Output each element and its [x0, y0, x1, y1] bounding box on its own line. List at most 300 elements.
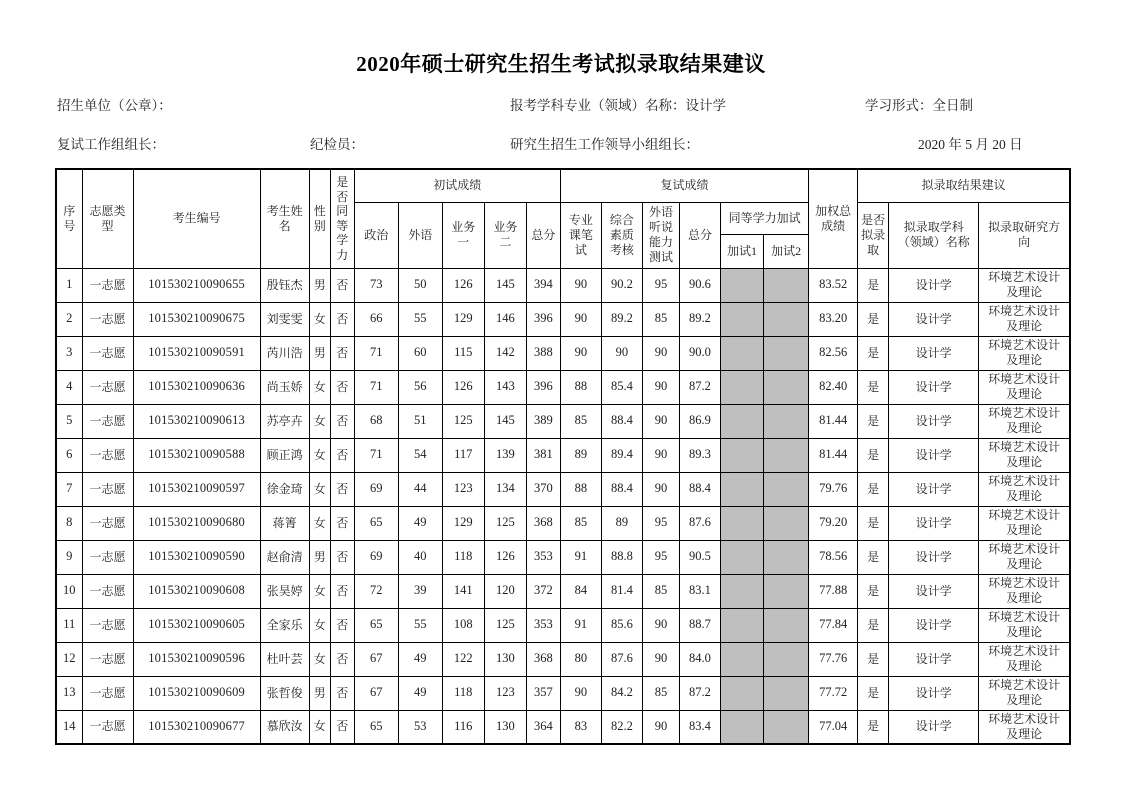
cell-business2: 120: [484, 574, 526, 608]
table-body: [56, 268, 1070, 744]
cell-seq: 12: [56, 642, 82, 676]
cell-written-test: 90: [560, 336, 601, 370]
cell-equivalent-edu: 否: [330, 268, 354, 302]
cell-candidate-name: 蒋箐: [260, 506, 309, 540]
cell-candidate-no: 101530210090609: [133, 676, 260, 710]
meta-row-2: [0, 133, 1122, 151]
cell-extra2: [764, 472, 809, 506]
group-header-equivalent-extra: 同等学力加试: [721, 202, 809, 234]
cell-written-test: 85: [560, 506, 601, 540]
cell-equivalent-edu: 否: [330, 438, 354, 472]
cell-initial-total: 364: [526, 710, 560, 744]
cell-comprehensive: 84.2: [601, 676, 642, 710]
cell-gender: 男: [309, 268, 330, 302]
cell-research-direction: 环境艺术设计及理论: [979, 404, 1070, 438]
cell-candidate-name: 芮川浩: [260, 336, 309, 370]
cell-seq: 5: [56, 404, 82, 438]
cell-retest-total: 86.9: [679, 404, 720, 438]
cell-listening: 90: [642, 642, 679, 676]
cell-extra2: [764, 642, 809, 676]
discipline-inspector-label: 纪检员：: [310, 137, 364, 152]
cell-comprehensive: 89.2: [601, 302, 642, 336]
cell-initial-total: 388: [526, 336, 560, 370]
cell-equivalent-edu: 否: [330, 506, 354, 540]
cell-written-test: 83: [560, 710, 601, 744]
cell-volunteer-type: 一志愿: [82, 370, 133, 404]
cell-volunteer-type: 一志愿: [82, 268, 133, 302]
cell-business2: 142: [484, 336, 526, 370]
cell-extra2: [764, 336, 809, 370]
cell-retest-total: 87.2: [679, 370, 720, 404]
cell-admitted-major: 设计学: [889, 540, 979, 574]
cell-business1: 118: [442, 540, 484, 574]
cell-candidate-no: 101530210090677: [133, 710, 260, 744]
cell-weighted-total: 77.04: [809, 710, 858, 744]
cell-listening: 90: [642, 438, 679, 472]
cell-politics: 73: [354, 268, 398, 302]
cell-retest-total: 89.3: [679, 438, 720, 472]
cell-foreign-lang: 40: [398, 540, 442, 574]
study-form-label-value: [865, 94, 973, 114]
cell-written-test: 80: [560, 642, 601, 676]
cell-extra2: [764, 302, 809, 336]
cell-volunteer-type: 一志愿: [82, 336, 133, 370]
cell-research-direction: 环境艺术设计及理论: [979, 370, 1070, 404]
cell-business2: 130: [484, 710, 526, 744]
cell-volunteer-type: 一志愿: [82, 574, 133, 608]
cell-gender: 女: [309, 370, 330, 404]
cell-candidate-no: 101530210090675: [133, 302, 260, 336]
major-label-value: [510, 94, 726, 114]
table-row: [56, 472, 1070, 506]
cell-written-test: 91: [560, 540, 601, 574]
table-header: [56, 169, 1070, 268]
cell-retest-total: 87.6: [679, 506, 720, 540]
cell-written-test: 90: [560, 268, 601, 302]
table-row: [56, 370, 1070, 404]
group-header-retest: 复试成绩: [560, 169, 808, 202]
cell-candidate-no: 101530210090596: [133, 642, 260, 676]
cell-is-admitted: 是: [858, 336, 889, 370]
cell-gender: 女: [309, 438, 330, 472]
cell-candidate-no: 101530210090588: [133, 438, 260, 472]
cell-foreign-lang: 51: [398, 404, 442, 438]
cell-is-admitted: 是: [858, 642, 889, 676]
cell-extra2: [764, 676, 809, 710]
cell-research-direction: 环境艺术设计及理论: [979, 608, 1070, 642]
cell-written-test: 85: [560, 404, 601, 438]
cell-candidate-no: 101530210090613: [133, 404, 260, 438]
cell-candidate-name: 尚玉娇: [260, 370, 309, 404]
table-row: [56, 336, 1070, 370]
cell-politics: 67: [354, 642, 398, 676]
cell-seq: 1: [56, 268, 82, 302]
cell-extra1: [721, 642, 764, 676]
cell-candidate-name: 杜叶芸: [260, 642, 309, 676]
cell-business1: 129: [442, 506, 484, 540]
cell-written-test: 88: [560, 472, 601, 506]
cell-retest-total: 90.6: [679, 268, 720, 302]
cell-admitted-major: 设计学: [889, 438, 979, 472]
cell-business2: 125: [484, 608, 526, 642]
cell-foreign-lang: 55: [398, 608, 442, 642]
cell-listening: 95: [642, 268, 679, 302]
cell-business2: 130: [484, 642, 526, 676]
cell-business1: 126: [442, 370, 484, 404]
cell-extra2: [764, 540, 809, 574]
cell-candidate-no: 101530210090591: [133, 336, 260, 370]
group-header-admission-result: 拟录取结果建议: [858, 169, 1070, 202]
cell-seq: 7: [56, 472, 82, 506]
cell-volunteer-type: 一志愿: [82, 608, 133, 642]
cell-politics: 68: [354, 404, 398, 438]
cell-business1: 122: [442, 642, 484, 676]
cell-admitted-major: 设计学: [889, 642, 979, 676]
cell-candidate-name: 殷钰杰: [260, 268, 309, 302]
col-header-business2: 业务二: [484, 202, 526, 268]
cell-research-direction: 环境艺术设计及理论: [979, 540, 1070, 574]
cell-extra2: [764, 268, 809, 302]
cell-volunteer-type: 一志愿: [82, 438, 133, 472]
admission-unit-label: 招生单位（公章）：: [57, 98, 172, 113]
cell-candidate-no: 101530210090597: [133, 472, 260, 506]
cell-is-admitted: 是: [858, 540, 889, 574]
cell-initial-total: 357: [526, 676, 560, 710]
table-row: [56, 676, 1070, 710]
cell-retest-total: 90.0: [679, 336, 720, 370]
cell-volunteer-type: 一志愿: [82, 540, 133, 574]
cell-weighted-total: 77.84: [809, 608, 858, 642]
cell-initial-total: 381: [526, 438, 560, 472]
cell-is-admitted: 是: [858, 676, 889, 710]
table-row: [56, 608, 1070, 642]
cell-equivalent-edu: 否: [330, 676, 354, 710]
cell-volunteer-type: 一志愿: [82, 710, 133, 744]
col-header-business1: 业务一: [442, 202, 484, 268]
cell-gender: 女: [309, 506, 330, 540]
cell-candidate-name: 赵俞清: [260, 540, 309, 574]
cell-admitted-major: 设计学: [889, 370, 979, 404]
cell-seq: 10: [56, 574, 82, 608]
cell-extra2: [764, 506, 809, 540]
cell-extra2: [764, 574, 809, 608]
cell-research-direction: 环境艺术设计及理论: [979, 642, 1070, 676]
cell-weighted-total: 81.44: [809, 404, 858, 438]
col-header-admitted-major: 拟录取学科（领域）名称: [889, 202, 979, 268]
cell-weighted-total: 79.76: [809, 472, 858, 506]
cell-politics: 72: [354, 574, 398, 608]
col-header-listening: 外语听说能力测试: [642, 202, 679, 268]
cell-written-test: 90: [560, 302, 601, 336]
cell-initial-total: 368: [526, 506, 560, 540]
cell-volunteer-type: 一志愿: [82, 676, 133, 710]
cell-initial-total: 353: [526, 540, 560, 574]
cell-equivalent-edu: 否: [330, 710, 354, 744]
cell-gender: 女: [309, 608, 330, 642]
cell-extra2: [764, 608, 809, 642]
cell-retest-total: 87.2: [679, 676, 720, 710]
cell-equivalent-edu: 否: [330, 574, 354, 608]
cell-extra1: [721, 370, 764, 404]
cell-research-direction: 环境艺术设计及理论: [979, 574, 1070, 608]
cell-business1: 123: [442, 472, 484, 506]
cell-business1: 117: [442, 438, 484, 472]
cell-seq: 13: [56, 676, 82, 710]
cell-weighted-total: 77.88: [809, 574, 858, 608]
cell-listening: 90: [642, 608, 679, 642]
col-header-seq: 序号: [56, 169, 82, 268]
cell-extra1: [721, 676, 764, 710]
cell-candidate-name: 苏亭卉: [260, 404, 309, 438]
cell-comprehensive: 88.4: [601, 472, 642, 506]
cell-comprehensive: 90: [601, 336, 642, 370]
cell-business2: 145: [484, 268, 526, 302]
cell-politics: 71: [354, 336, 398, 370]
cell-politics: 71: [354, 438, 398, 472]
cell-candidate-name: 张哲俊: [260, 676, 309, 710]
cell-admitted-major: 设计学: [889, 336, 979, 370]
cell-business1: 125: [442, 404, 484, 438]
table-row: [56, 642, 1070, 676]
cell-weighted-total: 79.20: [809, 506, 858, 540]
cell-admitted-major: 设计学: [889, 302, 979, 336]
cell-initial-total: 396: [526, 302, 560, 336]
cell-business2: 143: [484, 370, 526, 404]
cell-gender: 女: [309, 642, 330, 676]
cell-business2: 123: [484, 676, 526, 710]
cell-retest-total: 83.1: [679, 574, 720, 608]
cell-foreign-lang: 49: [398, 506, 442, 540]
cell-extra1: [721, 608, 764, 642]
cell-business2: 145: [484, 404, 526, 438]
cell-seq: 4: [56, 370, 82, 404]
cell-equivalent-edu: 否: [330, 302, 354, 336]
cell-initial-total: 394: [526, 268, 560, 302]
cell-weighted-total: 82.56: [809, 336, 858, 370]
col-header-research-direction: 拟录取研究方向: [979, 202, 1070, 268]
cell-extra1: [721, 472, 764, 506]
cell-politics: 66: [354, 302, 398, 336]
cell-research-direction: 环境艺术设计及理论: [979, 472, 1070, 506]
cell-equivalent-edu: 否: [330, 472, 354, 506]
cell-written-test: 89: [560, 438, 601, 472]
cell-weighted-total: 77.72: [809, 676, 858, 710]
cell-admitted-major: 设计学: [889, 608, 979, 642]
cell-seq: 8: [56, 506, 82, 540]
cell-politics: 69: [354, 540, 398, 574]
cell-extra1: [721, 506, 764, 540]
cell-initial-total: 372: [526, 574, 560, 608]
cell-gender: 女: [309, 302, 330, 336]
cell-admitted-major: 设计学: [889, 574, 979, 608]
cell-weighted-total: 81.44: [809, 438, 858, 472]
cell-politics: 65: [354, 506, 398, 540]
cell-listening: 85: [642, 676, 679, 710]
col-header-foreign-lang: 外语: [398, 202, 442, 268]
cell-foreign-lang: 44: [398, 472, 442, 506]
cell-seq: 6: [56, 438, 82, 472]
cell-extra1: [721, 302, 764, 336]
cell-foreign-lang: 60: [398, 336, 442, 370]
table-row: [56, 404, 1070, 438]
table-row: [56, 710, 1070, 744]
cell-is-admitted: 是: [858, 404, 889, 438]
cell-candidate-name: 顾正鸿: [260, 438, 309, 472]
cell-is-admitted: 是: [858, 574, 889, 608]
cell-foreign-lang: 53: [398, 710, 442, 744]
document-date: 2020 年 5 月 20 日: [918, 137, 1023, 152]
major-value: 设计学: [685, 98, 726, 113]
cell-seq: 14: [56, 710, 82, 744]
table-row: [56, 302, 1070, 336]
cell-is-admitted: 是: [858, 370, 889, 404]
cell-business1: 141: [442, 574, 484, 608]
cell-volunteer-type: 一志愿: [82, 472, 133, 506]
cell-seq: 3: [56, 336, 82, 370]
cell-listening: 90: [642, 472, 679, 506]
cell-admitted-major: 设计学: [889, 404, 979, 438]
cell-equivalent-edu: 否: [330, 336, 354, 370]
col-header-extra1: 加试1: [721, 234, 764, 268]
cell-extra1: [721, 540, 764, 574]
cell-is-admitted: 是: [858, 302, 889, 336]
col-header-equivalent-edu: 是否同等学力: [330, 169, 354, 268]
cell-politics: 69: [354, 472, 398, 506]
col-header-is-admitted: 是否拟录取: [858, 202, 889, 268]
cell-foreign-lang: 49: [398, 676, 442, 710]
cell-foreign-lang: 56: [398, 370, 442, 404]
cell-comprehensive: 88.8: [601, 540, 642, 574]
cell-foreign-lang: 39: [398, 574, 442, 608]
group-header-initial-exam: 初试成绩: [354, 169, 560, 202]
cell-comprehensive: 89.4: [601, 438, 642, 472]
cell-admitted-major: 设计学: [889, 506, 979, 540]
cell-gender: 女: [309, 472, 330, 506]
cell-research-direction: 环境艺术设计及理论: [979, 710, 1070, 744]
cell-equivalent-edu: 否: [330, 540, 354, 574]
cell-weighted-total: 77.76: [809, 642, 858, 676]
cell-is-admitted: 是: [858, 268, 889, 302]
cell-candidate-no: 101530210090605: [133, 608, 260, 642]
table-row: [56, 268, 1070, 302]
cell-written-test: 84: [560, 574, 601, 608]
cell-listening: 90: [642, 336, 679, 370]
cell-comprehensive: 82.2: [601, 710, 642, 744]
col-header-gender: 性别: [309, 169, 330, 268]
cell-extra2: [764, 404, 809, 438]
cell-admitted-major: 设计学: [889, 676, 979, 710]
cell-research-direction: 环境艺术设计及理论: [979, 438, 1070, 472]
major-label: 报考学科专业（领域）名称：: [510, 98, 686, 113]
cell-research-direction: 环境艺术设计及理论: [979, 676, 1070, 710]
cell-listening: 90: [642, 370, 679, 404]
cell-initial-total: 368: [526, 642, 560, 676]
col-header-candidate-name: 考生姓名: [260, 169, 309, 268]
cell-foreign-lang: 55: [398, 302, 442, 336]
cell-initial-total: 389: [526, 404, 560, 438]
cell-business1: 129: [442, 302, 484, 336]
cell-research-direction: 环境艺术设计及理论: [979, 506, 1070, 540]
cell-initial-total: 396: [526, 370, 560, 404]
cell-retest-total: 89.2: [679, 302, 720, 336]
cell-listening: 85: [642, 302, 679, 336]
cell-admitted-major: 设计学: [889, 472, 979, 506]
cell-foreign-lang: 54: [398, 438, 442, 472]
cell-listening: 90: [642, 404, 679, 438]
cell-comprehensive: 90.2: [601, 268, 642, 302]
cell-volunteer-type: 一志愿: [82, 302, 133, 336]
col-header-comprehensive: 综合素质考核: [601, 202, 642, 268]
cell-comprehensive: 89: [601, 506, 642, 540]
cell-research-direction: 环境艺术设计及理论: [979, 302, 1070, 336]
cell-extra2: [764, 710, 809, 744]
cell-gender: 男: [309, 540, 330, 574]
cell-politics: 65: [354, 710, 398, 744]
cell-listening: 85: [642, 574, 679, 608]
cell-equivalent-edu: 否: [330, 370, 354, 404]
cell-retest-total: 84.0: [679, 642, 720, 676]
cell-seq: 11: [56, 608, 82, 642]
cell-is-admitted: 是: [858, 506, 889, 540]
cell-candidate-no: 101530210090680: [133, 506, 260, 540]
cell-is-admitted: 是: [858, 608, 889, 642]
cell-equivalent-edu: 否: [330, 608, 354, 642]
col-header-volunteer-type: 志愿类型: [82, 169, 133, 268]
cell-volunteer-type: 一志愿: [82, 404, 133, 438]
cell-is-admitted: 是: [858, 710, 889, 744]
cell-written-test: 88: [560, 370, 601, 404]
cell-written-test: 91: [560, 608, 601, 642]
cell-volunteer-type: 一志愿: [82, 642, 133, 676]
cell-comprehensive: 85.6: [601, 608, 642, 642]
cell-gender: 男: [309, 676, 330, 710]
cell-listening: 95: [642, 540, 679, 574]
cell-business2: 125: [484, 506, 526, 540]
study-form-label: 学习形式：: [865, 98, 933, 113]
cell-business2: 134: [484, 472, 526, 506]
cell-gender: 男: [309, 336, 330, 370]
cell-business2: 139: [484, 438, 526, 472]
col-header-written-test: 专业课笔试: [560, 202, 601, 268]
cell-foreign-lang: 50: [398, 268, 442, 302]
cell-comprehensive: 88.4: [601, 404, 642, 438]
cell-extra1: [721, 574, 764, 608]
cell-listening: 95: [642, 506, 679, 540]
cell-seq: 9: [56, 540, 82, 574]
cell-gender: 女: [309, 574, 330, 608]
cell-business1: 126: [442, 268, 484, 302]
cell-extra1: [721, 438, 764, 472]
leading-group-leader-label: 研究生招生工作领导小组组长：: [510, 137, 699, 152]
cell-retest-total: 90.5: [679, 540, 720, 574]
cell-candidate-no: 101530210090608: [133, 574, 260, 608]
cell-candidate-name: 慕欣汝: [260, 710, 309, 744]
cell-is-admitted: 是: [858, 438, 889, 472]
cell-weighted-total: 82.40: [809, 370, 858, 404]
cell-candidate-no: 101530210090590: [133, 540, 260, 574]
cell-comprehensive: 81.4: [601, 574, 642, 608]
cell-candidate-name: 全家乐: [260, 608, 309, 642]
cell-written-test: 90: [560, 676, 601, 710]
cell-research-direction: 环境艺术设计及理论: [979, 336, 1070, 370]
cell-business1: 108: [442, 608, 484, 642]
table-row: [56, 506, 1070, 540]
retest-group-leader-label: 复试工作组组长：: [57, 137, 165, 152]
cell-weighted-total: 83.52: [809, 268, 858, 302]
cell-extra1: [721, 710, 764, 744]
cell-is-admitted: 是: [858, 472, 889, 506]
table-row: [56, 574, 1070, 608]
